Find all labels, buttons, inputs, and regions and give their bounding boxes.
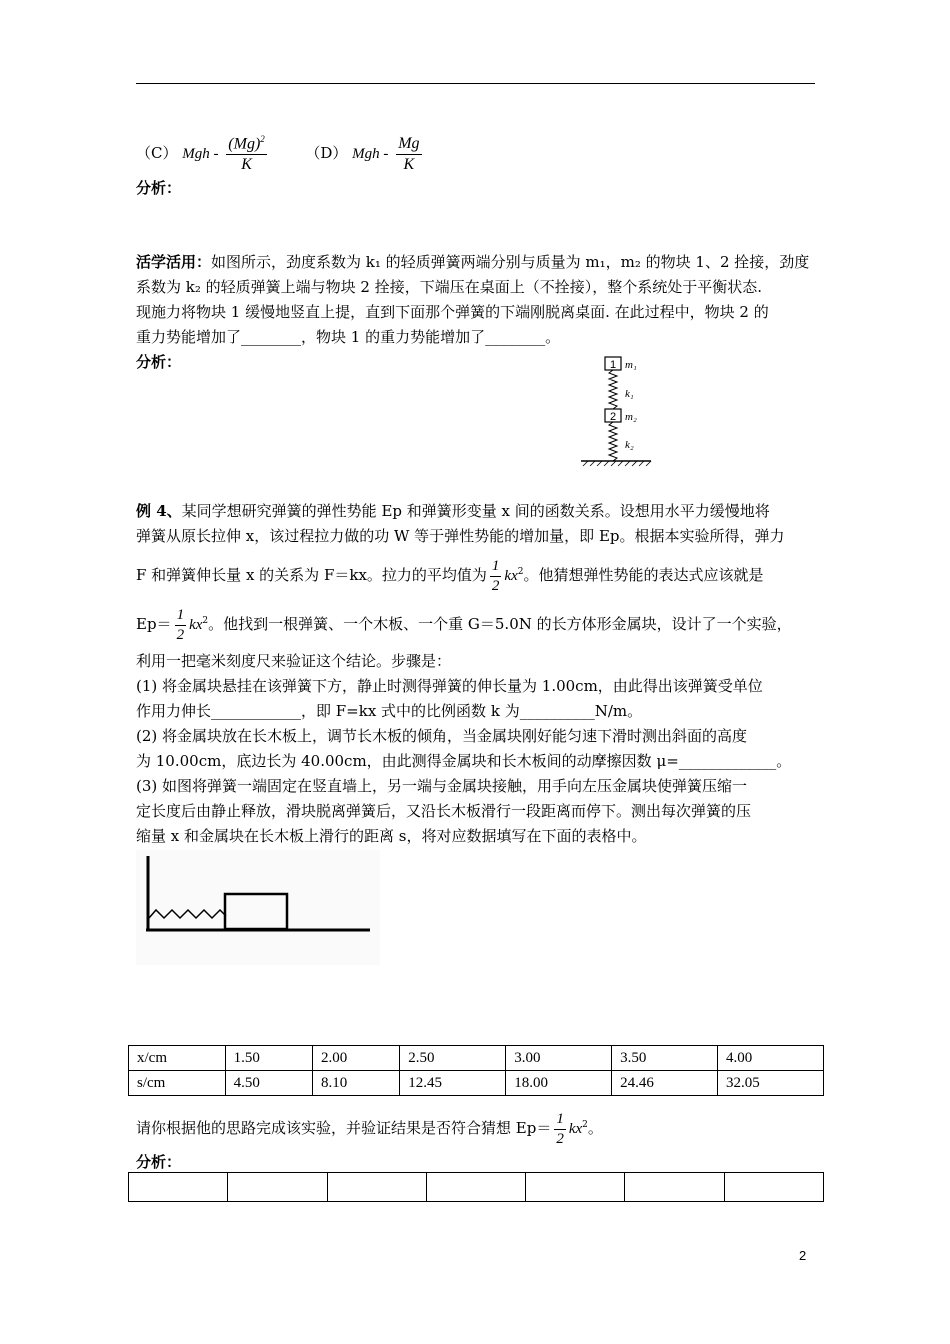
table-row: [129, 1071, 824, 1096]
wall-spring-block-figure: [136, 850, 380, 965]
step1-line-b: 作用力伸长____________，即 F=kx 式中的比例函数 k 为__________N/m。: [136, 702, 643, 720]
frac2-num: 1: [175, 608, 187, 626]
step2-line-a: (2) 将金属块放在长木板上，调节长木板的倾角，当金属块刚好能匀速下滑时测出斜面的高度: [136, 727, 748, 745]
option-d-label: （D）: [305, 144, 348, 163]
frac2-exp: 2: [202, 616, 209, 626]
block-1-label: 1: [609, 359, 617, 371]
frac3-den: 2: [556, 1130, 564, 1147]
practice-line-4: 重力势能增加了________，物块 1 的重力势能增加了________。: [136, 328, 561, 346]
example4-text-4b: 。他找到一根弹簧、一个木板、一个重 G＝5.0N 的长方体形金属块，设计了一个实验，: [208, 615, 792, 633]
option-d-numerator: Mg: [396, 136, 421, 155]
empty-cell: [625, 1173, 724, 1202]
step2-line-b: 为 10.00cm，底边长为 40.00cm，由此测得金属块和长木板间的动摩擦因数 μ=_____________。: [136, 752, 792, 770]
frac3-tail: kx: [568, 1121, 583, 1137]
option-c-numerator: (Mg): [228, 135, 261, 153]
analysis-label-1: 分析：: [136, 179, 182, 197]
half-kx2-fraction-1: [490, 559, 502, 594]
empty-answer-row: [129, 1173, 824, 1202]
step3-line-b: 定长度后由静止释放，滑块脱离弹簧后，又沿长木板滑行一段距离而停下。测出每次弹簧的压: [136, 802, 752, 820]
table-cell: 3.50: [612, 1046, 718, 1071]
table-cell: 8.10: [312, 1071, 399, 1096]
example4-text-3a: F 和弹簧伸长量 x 的关系为 F＝kx。拉力的平均值为: [136, 566, 487, 584]
example4-line-2: 弹簧从原长拉伸 x，该过程拉力做的功 W 等于弹性势能的增加量，即 Ep。根据本实验所得，弹力: [136, 527, 785, 545]
table-cell: s/cm: [129, 1071, 226, 1096]
frac1-den: 2: [491, 577, 500, 594]
page-number: 2: [799, 1248, 807, 1263]
header-rule: [136, 83, 815, 84]
spring-k2: [609, 422, 617, 461]
empty-cell: [724, 1173, 823, 1202]
option-d-fraction: [396, 136, 421, 173]
table-cell: 4.00: [718, 1046, 824, 1071]
table-cell: 2.50: [400, 1046, 506, 1071]
step1-line-a: (1) 将金属块悬挂在该弹簧下方，静止时测得弹簧的伸长量为 1.00cm，由此得出该弹簧受单位: [136, 677, 763, 695]
step3-line-a: (3) 如图将弹簧一端固定在竖直墙上，另一端与金属块接触，用手向左压金属块使弹簧压缩一: [136, 777, 748, 795]
option-c-exponent: 2: [260, 134, 265, 144]
table-cell: 1.50: [225, 1046, 312, 1071]
example4-line-1: [136, 501, 770, 521]
option-c-label: （C）: [136, 144, 178, 163]
example4-label: 例 4、: [136, 502, 182, 520]
table-cell: 24.46: [612, 1071, 718, 1096]
verify-text-b: 。: [587, 1119, 603, 1137]
example4-text-3b: 。他猜想弹性势能的表达式应该就是: [523, 566, 764, 584]
spring-k1: [609, 370, 617, 409]
table-cell: 3.00: [506, 1046, 612, 1071]
table-cell: 2.00: [312, 1046, 399, 1071]
empty-cell: [228, 1173, 327, 1202]
k1-label: k₁: [625, 388, 634, 400]
half-kx2-fraction-2: [175, 608, 187, 643]
empty-cell: [526, 1173, 625, 1202]
table-cell: 18.00: [506, 1071, 612, 1096]
analysis-label-2: 分析：: [136, 353, 182, 371]
empty-cell: [426, 1173, 525, 1202]
analysis-label-3: 分析：: [136, 1153, 182, 1171]
empty-answer-table: [128, 1172, 824, 1202]
practice-line-1: [136, 252, 809, 272]
block-2-label: 2: [609, 411, 617, 423]
empty-cell: [327, 1173, 426, 1202]
table-cell: x/cm: [129, 1046, 226, 1071]
option-c-lhs: Mgh -: [182, 146, 219, 163]
data-table: [128, 1045, 824, 1096]
frac1-exp: 2: [517, 567, 524, 577]
half-kx2-fraction-3: [554, 1112, 566, 1147]
verify-text-a: 请你根据他的思路完成该实验，并验证结果是否符合猜想 Ep＝: [136, 1119, 552, 1137]
table-cell: 32.05: [718, 1071, 824, 1096]
practice-label: 活学活用：: [136, 253, 212, 271]
frac3-exp: 2: [582, 1120, 588, 1130]
option-c-denominator: K: [241, 156, 252, 174]
frac1-tail: kx: [504, 568, 518, 584]
m2-label: m₂: [625, 411, 637, 423]
empty-cell: [129, 1173, 228, 1202]
step3-line-c: 缩量 x 和金属块在长木板上滑行的距离 s，将对应数据填写在下面的表格中。: [136, 827, 647, 845]
k2-label: k₂: [625, 439, 634, 451]
example4-text-1: 某同学想研究弹簧的弹性势能 Ep 和弹簧形变量 x 间的函数关系。设想用水平力缓慢地将: [181, 502, 770, 520]
option-d-denominator: K: [403, 155, 415, 173]
table-row: [129, 1046, 824, 1071]
m1-label: m₁: [625, 359, 637, 371]
example4-line-4: [136, 603, 792, 643]
frac2-den: 2: [176, 626, 185, 643]
option-c-fraction: [226, 135, 266, 173]
practice-text-1: 如图所示，劲度系数为 k₁ 的轻质弹簧两端分别与质量为 m₁，m₂ 的物块 1、2 拴接，劲度: [211, 253, 810, 271]
example4-text-4a: Ep＝: [136, 615, 172, 633]
practice-line-2: 系数为 k₂ 的轻质弹簧上端与物块 2 拴接，下端压在桌面上（不拴接），整个系统处于平衡状态.: [136, 278, 762, 296]
option-d-lhs: Mgh -: [352, 146, 389, 163]
table-cell: 4.50: [225, 1071, 312, 1096]
practice-line-3: 现施力将物块 1 缓慢地竖直上提，直到下面那个弹簧的下端刚脱离桌面. 在此过程中，物块 2 的: [136, 303, 769, 321]
verify-line: [136, 1107, 603, 1147]
frac1-num: 1: [490, 559, 502, 577]
example4-line-5: 利用一把毫米刻度尺来验证这个结论。步骤是：: [136, 652, 452, 670]
frac3-num: 1: [554, 1112, 566, 1130]
frac2-tail: kx: [189, 617, 203, 633]
spring-block-figure: [575, 353, 655, 468]
option-c-d: [136, 135, 425, 173]
figure-background: [136, 850, 380, 965]
table-cell: 12.45: [400, 1071, 506, 1096]
example4-line-3: [136, 554, 763, 594]
